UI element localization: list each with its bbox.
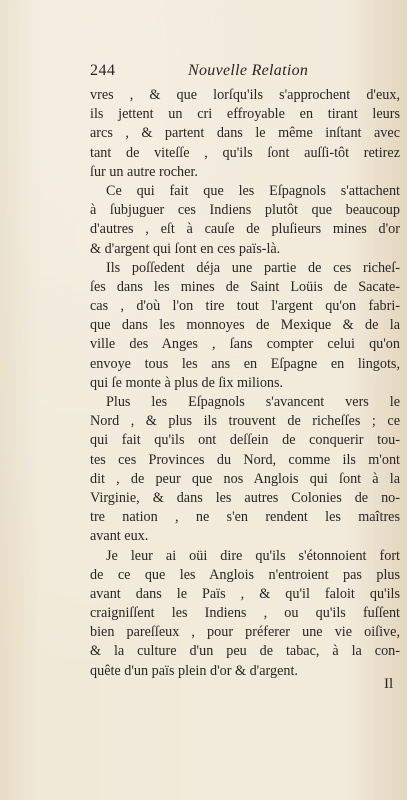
text-line: ville des Anges , ſans compter celui qu'on <box>90 336 400 353</box>
text-line: arcs , & partent dans le même inſtant avec <box>90 125 400 142</box>
text-line: ſes dans les mines de Saint Loüis de Sacate- <box>90 278 400 295</box>
text-line: tant de viteſſe , qu'ils ſont auſſi-tôt retirez <box>90 144 400 161</box>
text-line: tre nation , ne s'en rendent les maîtres <box>90 509 400 526</box>
text-line: & la culture d'un peu de tabac, à la con- <box>90 643 400 660</box>
running-head <box>90 62 396 82</box>
text-line: bien pareſſeux , pour préferer une vie oiſive, <box>90 624 400 641</box>
text-line: Ce qui fait que les Eſpagnols s'attachent <box>106 182 400 199</box>
text-line: qui fait qu'ils ont deſſein de conquerir tou- <box>90 432 400 449</box>
text-line: Nord , & plus ils trouvent de richeſſes ; ce <box>90 413 400 430</box>
text-line: Virginie, & dans les autres Colonies de no- <box>90 489 400 506</box>
text-line: ils jettent un cri effroyable en tirant leurs <box>90 106 400 123</box>
text-line: craigniſſent les Indiens , ou qu'ils fuſſent <box>90 605 400 622</box>
text-line: ſur un autre rocher. <box>90 163 198 180</box>
text-line: tes ces Provinces du Nord, comme ils m'ont <box>90 451 400 468</box>
catchword: Il <box>384 676 394 692</box>
text-line: avant eux. <box>90 528 149 545</box>
text-line: quête d'un païs plein d'or & d'argent. <box>90 662 298 679</box>
text-line: Ils poſſedent déja une partie de ces richeſ- <box>106 259 400 276</box>
page-number: 244 <box>90 62 116 79</box>
text-line: envoye tous les ans en Eſpagne en lingots, <box>90 355 400 372</box>
text-line: Plus les Eſpagnols s'avancent vers le <box>106 394 400 410</box>
text-line: dit , de peur que nos Anglois qui ſont à la <box>90 470 400 487</box>
text-line: avant dans le Païs , & qu'il faloit qu'ils <box>90 585 400 602</box>
text-line: Je leur ai oüi dire qu'ils s'étonnoient fort <box>106 547 400 564</box>
text-line: que dans les monnoyes de Mexique & de la <box>90 317 400 334</box>
text-line: cas , d'où l'on tire tout l'argent qu'on fabri- <box>90 298 400 315</box>
text-line: de ce que les Anglois n'entroient pas plus <box>90 566 400 583</box>
text-line: d'autres , eſt à cauſe de pluſieurs mines d'or <box>90 221 400 238</box>
running-title: Nouvelle Relation <box>188 62 309 79</box>
text-line: vres , & que lorſqu'ils s'approchent d'eux, <box>90 87 400 103</box>
body-text <box>90 86 400 681</box>
text-line: qui ſe monte à plus de ſix milions. <box>90 374 284 391</box>
text-line: à ſubjuguer ces Indiens plutôt que beaucoup <box>90 202 400 219</box>
text-line: & d'argent qui ſont en ces païs-là. <box>90 240 281 257</box>
